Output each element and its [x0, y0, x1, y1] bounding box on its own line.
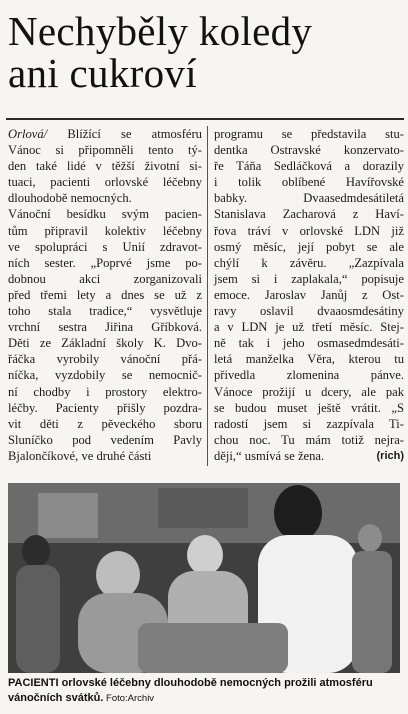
article-line-text: se budou muset ještě vrátit. „S	[214, 400, 404, 415]
article-line	[8, 158, 202, 174]
dateline: Orlová/	[8, 127, 48, 141]
article-line-text: dlouhodobě nemocných.	[8, 191, 132, 206]
article-line	[8, 351, 202, 367]
article-line-text: vrchní sestra Jiřina Gříbková.	[8, 320, 202, 335]
article-line	[214, 351, 404, 367]
article-line	[8, 319, 202, 335]
article-line	[214, 319, 404, 335]
article-line	[214, 126, 404, 142]
article-line-text: jsem si i zaplakala,“ popisuje	[214, 271, 404, 286]
article-line-text: před třemi lety a dnes se už z	[8, 287, 202, 302]
article-line	[8, 239, 202, 255]
column-divider	[207, 126, 208, 466]
article-line-text: chou noc. Tu mám totiž nejra-	[214, 432, 404, 447]
article-line-text: přivedla zlomenina pánve.	[214, 368, 404, 383]
article-line-text: radostí jsem si zazpívala Ti-	[214, 416, 404, 431]
article-line-text: Blížící se atmosféru	[67, 127, 202, 141]
article-line-text: emoce. Jaroslav Janůj z Ost-	[214, 287, 404, 302]
article-line-text: letá manželka Věra, kterou tu	[214, 352, 404, 367]
article-line-text: níčka, vyzdobily se nemocnič-	[8, 368, 202, 383]
article-line	[8, 367, 202, 383]
article-line	[214, 416, 404, 432]
article-line-text: Vánoční besídku svým pacien-	[8, 207, 202, 222]
article-line	[8, 432, 202, 448]
caption-lead: PACIENTI	[8, 677, 59, 689]
article-line	[8, 190, 202, 206]
article-line	[214, 271, 404, 287]
article-line-text: léčby. Pacienty přišly pozdra-	[8, 400, 202, 415]
article-line	[214, 174, 404, 190]
article-line	[214, 303, 404, 319]
article-line-text: ději,“ usmívá se žena.	[214, 448, 325, 463]
article-line	[8, 287, 202, 303]
article-line	[8, 126, 202, 142]
article-line-text: Stanislava Zacharová z Haví-	[214, 207, 404, 222]
article-line-text: vit děti z pěveckého sboru	[8, 416, 202, 431]
article-line-text: ře Táňa Sedláčková a dorazily	[214, 159, 404, 174]
article-line	[8, 335, 202, 351]
article-line	[8, 206, 202, 222]
article-line	[214, 239, 404, 255]
photo-credit: Foto:Archiv	[103, 693, 155, 704]
article-line	[214, 190, 404, 206]
article-line	[8, 384, 202, 400]
article-line-text: řova tráví v orlovské LDN již	[214, 223, 404, 238]
article-line-text: Vánoc si připomněli tento tý-	[8, 143, 202, 158]
article-line-text: ravy oslavil dvaaosmdesátiny	[214, 304, 404, 319]
article-line	[8, 174, 202, 190]
article-line	[8, 400, 202, 416]
article-line-text: tuaci, pacienti orlovské léčebny	[8, 175, 202, 190]
headline-rule	[6, 118, 404, 120]
article-line-text: den také lidé v těžší životní si-	[8, 159, 202, 174]
article-line-text: Vánoce prožijí u dcery, ale pak	[214, 384, 404, 399]
article-line-text: toho stala tradice,“ vysvětluje	[8, 304, 202, 319]
article-line	[8, 448, 202, 464]
article-line	[8, 271, 202, 287]
article-photo	[8, 483, 400, 673]
article-line-text: tům připravil kolektiv léčebny	[8, 223, 202, 238]
article-line	[8, 223, 202, 239]
article-column-right	[214, 126, 404, 464]
article-line-text: a v LDN je už třetí měsíc. Stej-	[214, 320, 404, 335]
article-line-text: ve spolupráci s Unií zdravot-	[8, 239, 202, 254]
article-line-text: Sluníčko pod vedením Pavly	[8, 432, 202, 447]
article-line-text: Bjalončíkové, ve druhé části	[8, 448, 152, 463]
article-column-left	[8, 126, 202, 464]
article-line	[8, 142, 202, 158]
headline	[8, 10, 400, 94]
article-line-text: chýlí k závěru. „Zazpívala	[214, 255, 404, 270]
article-line	[214, 367, 404, 383]
article-line-text: osmý měsíc, její pobyt se ale	[214, 239, 404, 254]
article-line-text: dentka Ostravské konzervato-	[214, 143, 404, 158]
article-line	[214, 335, 404, 351]
article-line-text: programu se představila stu-	[214, 127, 404, 141]
headline-line-2: ani cukroví	[8, 50, 197, 96]
article-line-text: řáčka vyrobily vánoční přá-	[8, 352, 202, 367]
article-line-text: i tolik oblíbené Havířovské	[214, 175, 404, 190]
photo-image	[8, 483, 400, 673]
article-line	[214, 206, 404, 222]
article-line	[214, 287, 404, 303]
article-line	[214, 384, 404, 400]
article-line	[214, 255, 404, 271]
article-line-text: dobnou akci zorganizovali	[8, 271, 202, 286]
photo-caption	[8, 676, 400, 706]
caption-text: orlovské léčebny dlouhodobě nemocných prožili atmosféru vánočních svátků.	[8, 677, 373, 704]
article-line	[8, 303, 202, 319]
article-line-text: babky. Dvaasedmdesátiletá	[214, 191, 404, 206]
author-signature: (rich)	[376, 449, 404, 462]
article-line-text: Děti ze Základní školy K. Dvo-	[8, 336, 202, 351]
headline-line-1: Nechyběly koledy	[8, 8, 313, 54]
article-line	[214, 432, 404, 448]
article-line	[214, 400, 404, 416]
article-line	[8, 255, 202, 271]
article-line-text: ní chodby i prostory elektro-	[8, 384, 202, 399]
article-line	[214, 448, 404, 464]
article-line	[214, 223, 404, 239]
article-line	[214, 158, 404, 174]
article-line	[8, 416, 202, 432]
article-line	[214, 142, 404, 158]
article-line-text: ních sester. „Poprvé jsme po-	[8, 255, 202, 270]
article-line-text: ně tak i jeho osmasedmdesáti-	[214, 336, 404, 351]
